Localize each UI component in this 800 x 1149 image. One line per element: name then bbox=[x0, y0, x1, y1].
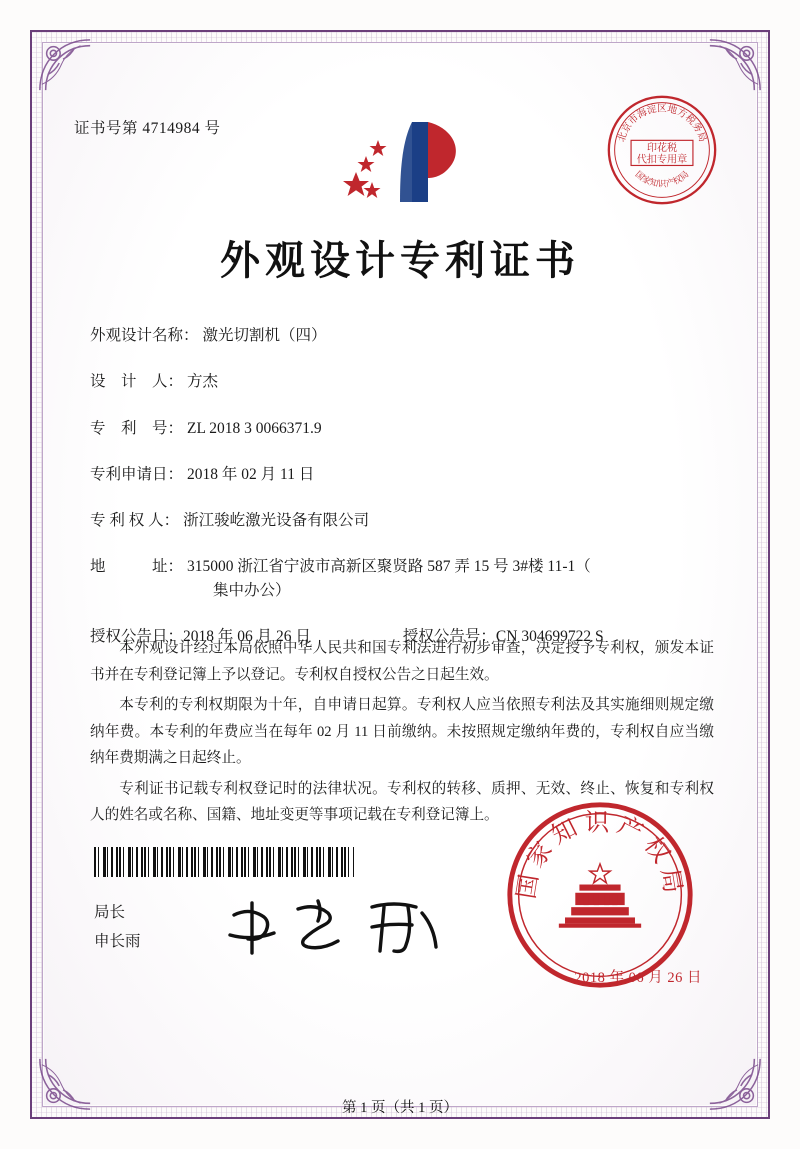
field-value: 浙江骏屹激光设备有限公司 bbox=[183, 512, 370, 529]
field-list bbox=[90, 324, 710, 671]
director-title: 局长 bbox=[94, 904, 126, 921]
svg-text:国家知识产权局: 国家知识产权局 bbox=[632, 169, 692, 190]
address-line-1: 315000 浙江省宁波市高新区聚贤路 587 弄 15 号 3#楼 11-1（ bbox=[187, 558, 591, 576]
address-line-2: 集中办公） bbox=[213, 581, 291, 599]
field-design-name bbox=[90, 324, 710, 347]
tax-stamp bbox=[604, 92, 720, 208]
paragraph: 本外观设计经过本局依照中华人民共和国专利法进行初步审查，决定授予专利权，颁发本证书并在专利登记簿上予以登记。专利权自授权公告之日起生效。 bbox=[90, 640, 714, 683]
field-value: ZL 2018 3 0066371.9 bbox=[187, 419, 322, 437]
page-title: 外观设计专利证书 bbox=[220, 237, 580, 284]
paragraph: 专利证书记载专利权登记时的法律状况。专利权的转移、质押、无效、终止、恢复和专利权人的姓名或名称、国籍、地址变更等事项记载在专利登记簿上。 bbox=[90, 780, 714, 824]
svg-text:代扣专用章: 代扣专用章 bbox=[636, 154, 688, 166]
certificate-number: 证书号第 4714984 号 bbox=[74, 120, 221, 137]
svg-text:国家知识产权局: 国家知识产权局 bbox=[511, 807, 689, 901]
official-seal bbox=[502, 797, 698, 993]
certificate-content bbox=[44, 44, 756, 1105]
field-label: 专 利 权 人： bbox=[90, 512, 180, 529]
field-label: 专 利 号： bbox=[90, 419, 184, 437]
grant-number-label: 授权公告号： bbox=[402, 627, 496, 645]
field-label: 地 址： bbox=[90, 558, 184, 576]
cnipa-logo-icon bbox=[340, 106, 470, 216]
signature-labels bbox=[94, 899, 141, 956]
grant-date-label: 授权公告日： bbox=[90, 627, 184, 645]
svg-text:印花税: 印花税 bbox=[646, 142, 678, 154]
paragraph: 本专利的专利权期限为十年，自申请日起算。专利权人应当依照专利法及其实施细则规定缴纳年费。本专利的年费应当在每年 02 月 11 日前缴纳。未按照规定缴纳年费的，专利权自应当缴纳年费期满之日起终止。 bbox=[90, 697, 714, 767]
field-designer bbox=[90, 370, 710, 393]
field-value bbox=[183, 555, 710, 602]
grant-number-value: CN 304699722 S bbox=[495, 627, 604, 645]
grant-date-value: 2018 年 06 月 26 日 bbox=[183, 627, 311, 645]
field-patent-number bbox=[90, 417, 710, 440]
page-footer: 第 1 页（共 1 页） bbox=[342, 1100, 458, 1116]
field-value: 方杰 bbox=[187, 373, 219, 391]
field-application-date bbox=[90, 463, 710, 486]
field-address bbox=[90, 555, 710, 602]
field-value: 激光切割机（四） bbox=[202, 327, 327, 344]
field-label: 设 计 人： bbox=[90, 373, 184, 391]
svg-text:北京市海淀区地方税务局: 北京市海淀区地方税务局 bbox=[616, 103, 708, 144]
barcode bbox=[94, 847, 354, 877]
director-name: 申长雨 bbox=[94, 932, 141, 950]
field-label: 专利申请日： bbox=[90, 465, 184, 483]
field-value: 2018 年 02 月 11 日 bbox=[187, 465, 315, 483]
handwritten-signature bbox=[222, 889, 462, 969]
seal-date: 2018 年 06 月 26 日 bbox=[574, 970, 702, 986]
field-patentee bbox=[90, 509, 710, 532]
field-label: 外观设计名称： bbox=[90, 327, 199, 344]
